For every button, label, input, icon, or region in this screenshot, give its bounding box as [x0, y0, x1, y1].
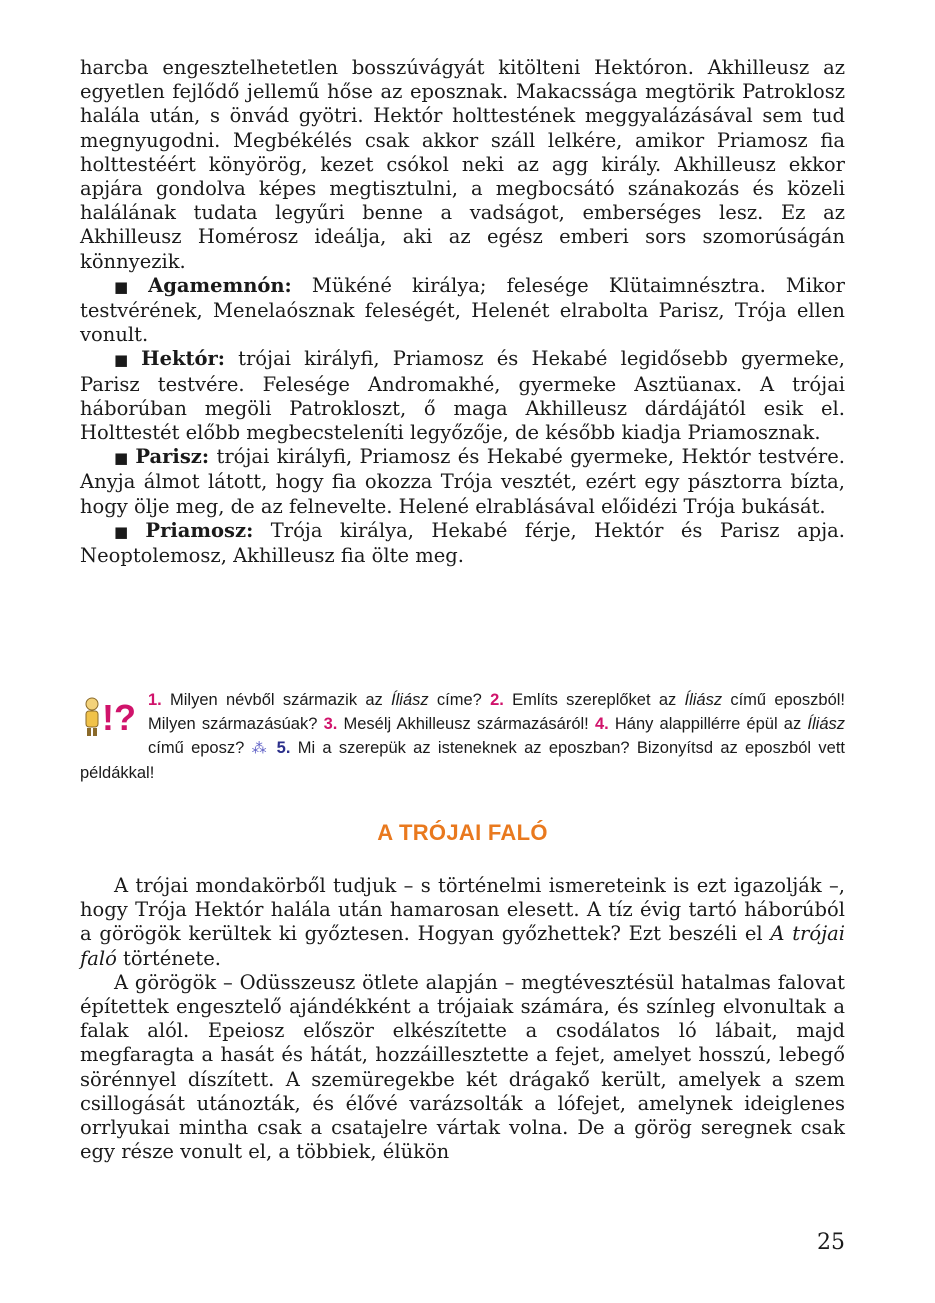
entry-parisz — [80, 445, 845, 519]
desc-parisz: trójai királyfi, Priamosz és Hekabé gyermeke, Hektór testvére. Anyja álmot látott, hogy fia okozza Trója vesztét, ezért egy pásztorra bízta, hogy ölje meg, de az felnevelte. Helené elrablásával előidézi Trója bukását. — [80, 445, 845, 518]
question-5-text: Mi a szerepük az isteneknek az eposzban? Bizonyítsd az eposzból vett példákkal! — [80, 739, 846, 782]
bullet-square: ■ — [114, 449, 130, 468]
question-2-number: 2. — [490, 691, 504, 709]
desc-hektor: trójai királyfi, Priamosz és Hekabé legidősebb gyermeke, Parisz testvére. Felesége Andromakhé, gyermeke Asztüanax. A trójai háborúban megöli Patrokloszt, ő maga Akhilleusz dárdájától esik el. Holttestét előbb megbecsteleníti legyőzője, de később kiadja Priamosznak. — [80, 347, 845, 445]
bullet-square: ■ — [114, 277, 143, 296]
question-1-text-end: címe? — [428, 691, 491, 709]
bullet-square: ■ — [114, 351, 136, 370]
question-2-text: Említs szereplőket az — [503, 691, 685, 709]
section-paragraph-2: A görögök – Odüsszeusz ötlete alapján – megtévesztésül hatalmas falovat építettek engesztelő ajándékként a trójaiak számára, és színleg elvonultak a falak alól. Epeiosz először elkészítette a csodálatos ló lábait, majd megfaragta a hasát és hátát, hozzáillesztette a fejet, amelyet hosszú, lebegő sörénnyel díszített. A szemüregekbe két drágakő került, amelyek a szem csillogását utánozták, és élővé varázsolták a lófejet, amelynek ideiglenes orrlyukai mintha csak a csatajelre vártak volna. De a görög seregnek csak egy része vonult el, a többiek, élükön — [80, 970, 845, 1164]
entry-hektor — [80, 347, 845, 445]
entry-priamosz — [80, 519, 845, 568]
character-descriptions — [80, 56, 845, 568]
svg-text:!?: !? — [102, 697, 136, 738]
section-paragraph-1-end: története. — [116, 946, 221, 970]
question-5-number: 5. — [276, 739, 291, 757]
title-iliasz: Íliász — [391, 691, 429, 709]
question-3-number: 3. — [323, 715, 338, 733]
star-icon: ⁂ — [251, 740, 270, 757]
question-figure-icon — [80, 690, 142, 738]
title-iliasz: Íliász — [684, 691, 723, 709]
question-1-number: 1. — [148, 691, 162, 709]
term-priamosz: Priamosz: — [145, 518, 254, 542]
section-paragraph-1 — [80, 874, 845, 971]
question-2-text-end: című eposzból! Milyen származásúak? — [148, 691, 845, 733]
question-1-text: Milyen névből származik az — [161, 691, 392, 709]
section-body — [80, 874, 845, 1164]
questions-box — [80, 688, 845, 785]
bullet-square: ■ — [114, 522, 140, 541]
term-agamemnon: Agamemnón: — [148, 273, 292, 297]
question-3-text: Mesélj Akhilleusz származásáról! — [337, 715, 595, 733]
story-title: A trójai faló — [80, 922, 846, 970]
page-number: 25 — [817, 1230, 845, 1255]
section-paragraph-1-start: A trójai mondakörből tudjuk – s történelmi ismereteink is ezt igazolják –, hogy Trója Hektór halála után hamarosan elesett. A tíz évig tartó háborúból a görögök kerültek ki győztesen. Hogyan győzhettek? Ezt beszéli el — [80, 874, 845, 946]
question-4-number: 4. — [594, 715, 609, 733]
question-4-text: Hány alappillérre épül az — [608, 715, 808, 733]
desc-priamosz: Trója királya, Hekabé férje, Hektór és Parisz apja. Neoptolemosz, Akhilleusz fia ölte meg. — [80, 518, 845, 568]
question-4-text-end: című eposz? — [148, 739, 252, 757]
section-title: A TRÓJAI FALÓ — [377, 820, 548, 845]
title-iliasz: Íliász — [807, 715, 845, 733]
akhilleusz-paragraph: harcba engesztelhetetlen bosszúvágyát kitölteni Hektóron. Akhilleusz az egyetlen fejlődő jellemű hőse az eposznak. Makacssága megtörik Patroklosz halála után, s önvád gyötri. Hektór holttestének meggyalázásával sem tud megnyugodni. Megbékélés csak akkor száll lelkére, amikor Priamosz fia holttestéért könyörög, kezet csókol neki az agg király. Akhilleusz ekkor apjára gondolva képes megtisztulni, a megbocsátó szánakozás és közeli halálának tudata legyűri benne a vadságot, emberséges lesz. Ez az Akhilleusz Homérosz ideálja, aki az egész emberi sors szomorúságán könnyezik. — [80, 56, 845, 273]
desc-agamemnon: Mükéné királya; felesége Klütaimnésztra. Mikor testvérének, Menelaósznak feleségét, Helenét elrabolta Parisz, Trója ellen vonult. — [80, 273, 845, 347]
term-parisz: Parisz: — [135, 445, 210, 469]
term-hektor: Hektór: — [141, 347, 225, 371]
entry-agamemnon — [80, 274, 845, 348]
